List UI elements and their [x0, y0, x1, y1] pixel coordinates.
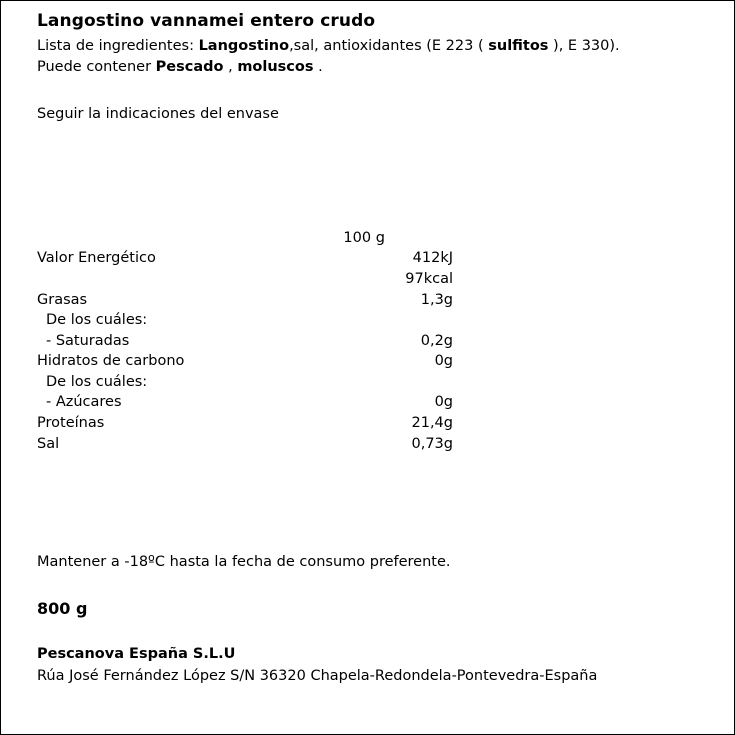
ingredients-label: Lista de ingredientes:	[37, 38, 194, 55]
nutrition-header-blank	[37, 228, 291, 249]
ingredients-rest-2: ), E 330).	[553, 38, 620, 55]
nutrition-table-body	[37, 228, 457, 454]
nutrition-row	[37, 290, 457, 311]
nutrition-row	[37, 434, 457, 455]
nutrition-row-label: De los cuáles:	[46, 312, 148, 329]
net-weight: 800 g	[37, 598, 88, 618]
allergen-moluscos: moluscos	[237, 58, 314, 75]
nutrition-row-label: Valor Energético	[37, 250, 156, 267]
may-contain-label: Puede contener	[37, 58, 152, 75]
allergen-sulfitos: sulfitos	[488, 38, 549, 55]
may-contain-separator: ,	[228, 58, 233, 75]
allergen-pescado: Pescado	[155, 58, 224, 75]
nutrition-row-value	[291, 310, 457, 331]
nutrition-row-label: Hidratos de carbono	[37, 353, 185, 370]
nutrition-row-value: 21,4g	[411, 415, 453, 432]
nutrition-row-value: 0,2g	[420, 332, 453, 349]
ingredient-main: Langostino	[198, 38, 290, 55]
nutrition-row	[37, 310, 457, 331]
nutrition-row-value	[291, 372, 457, 393]
company-name: Pescanova España S.L.U	[37, 645, 236, 662]
preparation-instructions: Seguir la indicaciones del envase	[37, 105, 279, 122]
nutrition-row	[37, 331, 457, 352]
nutrition-row	[37, 413, 457, 434]
nutrition-row-value: 1,3g	[420, 291, 453, 308]
company-address: Rúa José Fernández López S/N 36320 Chapela-Redondela-Pontevedra-España	[37, 667, 598, 684]
nutrition-table	[37, 228, 457, 454]
nutrition-row-label: - Azúcares	[46, 394, 122, 411]
nutrition-row-value: 97kcal	[405, 271, 453, 287]
nutrition-row-value: 0,73g	[411, 435, 453, 452]
nutrition-row-label: Grasas	[37, 291, 88, 308]
nutrition-header-row	[37, 228, 457, 249]
nutrition-row-label: Proteínas	[37, 415, 105, 432]
page-title: Langostino vannamei entero crudo	[37, 11, 376, 31]
nutrition-row-value: 0g	[434, 394, 453, 411]
nutrition-row-label	[37, 269, 291, 290]
nutrition-row	[37, 372, 457, 393]
may-contain-end: .	[318, 58, 323, 75]
storage-instructions: Mantener a -18ºC hasta la fecha de consumo preferente.	[37, 554, 451, 571]
nutrition-row	[37, 269, 457, 290]
nutrition-row-label: De los cuáles:	[46, 373, 148, 390]
nutrition-row	[37, 248, 457, 269]
nutrition-row-value: 0g	[434, 353, 453, 370]
nutrition-row-label: Sal	[37, 435, 60, 452]
ingredients-rest: ,sal, antioxidantes (E 223 (	[289, 38, 484, 55]
nutrition-row-value: 412kJ	[412, 250, 453, 267]
nutrition-row	[37, 351, 457, 372]
nutrition-row	[37, 392, 457, 413]
ingredients-list	[37, 36, 697, 77]
nutrition-row-label: - Saturadas	[46, 332, 130, 349]
nutrition-column-header: 100 g	[343, 229, 385, 246]
